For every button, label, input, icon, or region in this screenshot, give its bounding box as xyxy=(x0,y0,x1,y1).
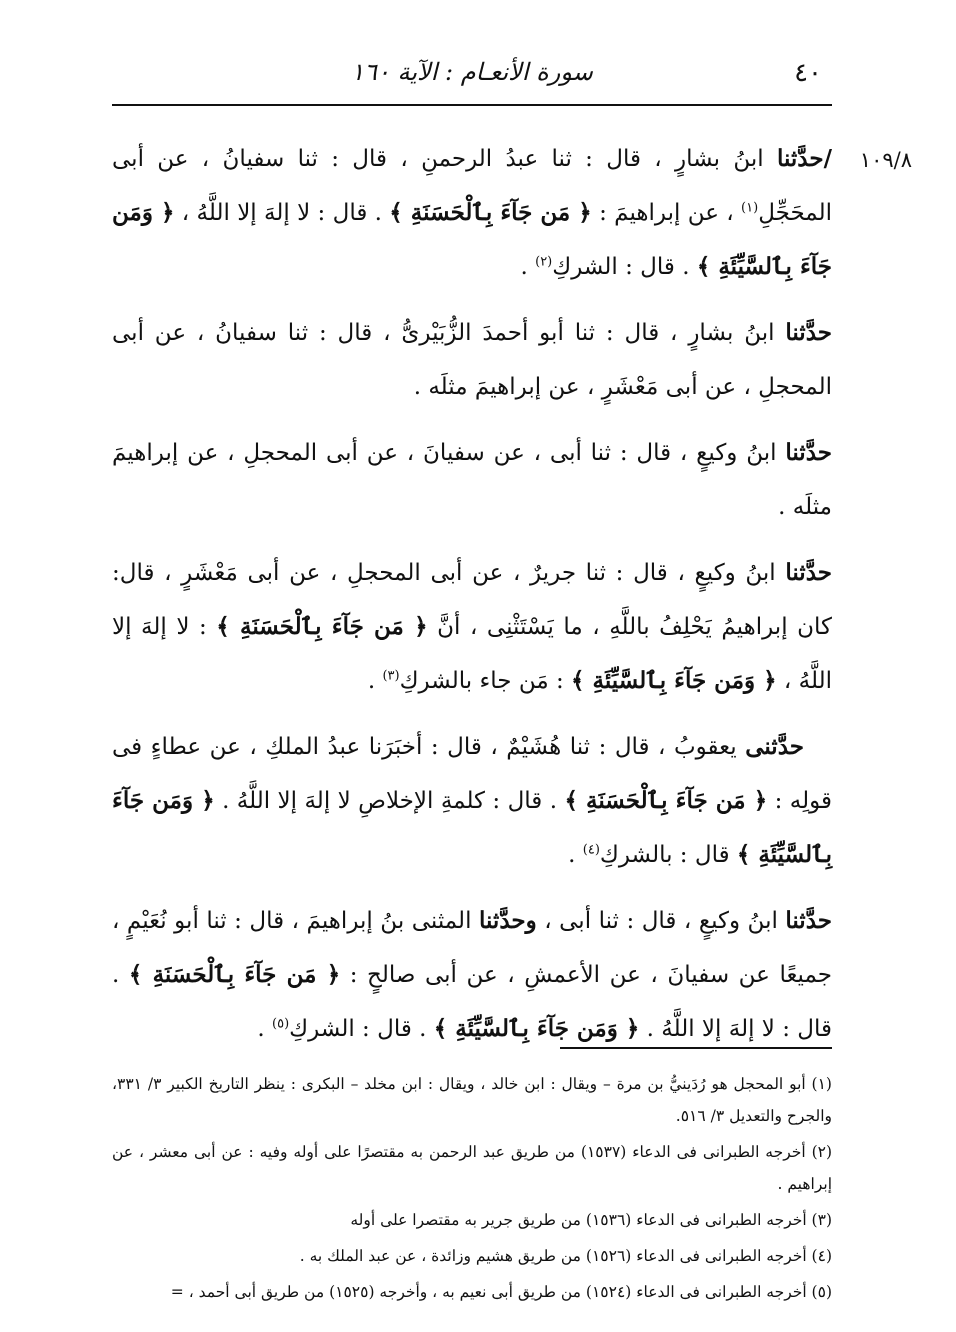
quran-quote: ﴿ مَن جَآءَ بِٱلْحَسَنَةِ ﴾ xyxy=(389,199,592,226)
paragraph-text: ، عن إبراهيمَ : xyxy=(591,200,742,226)
paragraph-text: قال : بالشركِ xyxy=(599,842,737,868)
quran-quote: ﴿ مَن جَآءَ بِٱلْحَسَنَةِ ﴾ xyxy=(128,961,341,988)
paragraph-text: ابنُ بشارٍ ، قال : ثنا عبدُ الرحمنِ ، قال : ثنا سفيانُ ، عن أبى المحَجِّلِ xyxy=(112,146,832,226)
quran-quote: ﴿ مَن جَآءَ بِٱلْحَسَنَةِ ﴾ xyxy=(564,787,768,814)
paragraph-text: . قال : الشركِ xyxy=(289,1016,434,1042)
paragraph-text: المثنى بنُ إبراهيمَ ، قال : ثنا أبو نُعَيْمٍ ، جميعًا عن سفيانَ ، عن الأعمشِ ، عن أبى صالحٍ : xyxy=(112,908,832,988)
quran-quote: ﴿ وَمَن جَآءَ بِٱلسَّيِّئَةِ ﴾ xyxy=(433,1015,640,1042)
page-number: ٤٠ xyxy=(794,58,822,88)
paragraph-text: ابنُ بشارٍ ، قال : ثنا أبو أحمدَ الزُّبَيْرىُّ ، قال : ثنا سفيانُ ، عن أبى المحجلِ ، عن أبى مَعْشَرٍ ، عن إبراهيمَ مثلَه . xyxy=(112,320,832,400)
paragraph-text: . قال : لا إلهَ إلا اللَّهُ ، xyxy=(174,200,390,226)
running-title: سورة الأنعـام : الآية ١٦٠ xyxy=(351,58,593,86)
quran-quote: ﴿ وَمَن جَآءَ بِٱلسَّيِّئَةِ ﴾ xyxy=(112,787,832,868)
paragraph-text: . xyxy=(257,1016,273,1042)
header-rule xyxy=(112,104,832,106)
paragraph-1 xyxy=(112,132,832,294)
paragraph-2 xyxy=(112,306,832,414)
quran-quote: ﴿ مَن جَآءَ بِٱلْحَسَنَةِ ﴾ xyxy=(216,613,428,640)
footnote-2: (٢) أخرجه الطبرانى فى الدعاء (١٥٣٧) من طريق عبد الرحمن به مقتصرًا على أوله وفيه : عن أبى معشر ، عن إبراهيم . xyxy=(112,1143,833,1193)
paragraph-text: . قال : الشركِ xyxy=(552,254,697,280)
paragraph-4 xyxy=(112,546,832,708)
quran-quote: ﴿ وَمَن جَآءَ بِٱلسَّيِّئَةِ ﴾ xyxy=(571,667,777,694)
quran-quote: ﴿ وَمَن جَآءَ بِٱلسَّيِّئَةِ ﴾ xyxy=(112,199,832,280)
paragraph-lead: /حدَّثنا xyxy=(776,145,832,172)
footnote-separator xyxy=(560,1047,832,1049)
paragraph-text: . xyxy=(367,668,383,694)
paragraph-lead: حدَّثنى xyxy=(745,733,804,760)
paragraph-lead: وحدَّثنا xyxy=(478,907,537,934)
paragraph-lead: حدَّثنا xyxy=(785,907,832,934)
footnote-marker: (٤) xyxy=(582,842,600,858)
paragraph-text: : لا إلهَ إلا اللَّهُ ، xyxy=(112,614,832,694)
footnotes xyxy=(112,1068,832,1312)
paragraph-text: ابنُ وكيعٍ ، قال : ثنا أبى ، عن سفيانَ ، عن أبى المحجلِ ، عن إبراهيمَ مثلَه . xyxy=(112,440,832,520)
paragraph-lead: حدَّثنا xyxy=(785,559,832,586)
footnote-4: (٤) أخرجه الطبرانى فى الدعاء (١٥٢٦) من طريق هشيم وزائدة ، عن عبد الملك به . xyxy=(299,1247,832,1265)
main-text xyxy=(112,132,832,1068)
footnote-5: (٥) أخرجه الطبرانى فى الدعاء (١٥٢٤) من طريق أبى نعيم به ، وأخرجه (١٥٢٥) من طريق أبى أحمد ، = xyxy=(170,1283,832,1301)
footnote-marker: (٥) xyxy=(272,1016,290,1032)
footnote-marker: (٣) xyxy=(382,668,400,684)
paragraph-text: ابنُ وكيعٍ ، قال : ثنا أبى ، xyxy=(536,908,786,934)
paragraph-text: : مَن جاء بالشركِ xyxy=(399,668,572,694)
paragraph-6 xyxy=(112,894,832,1056)
paragraph-text: ابنُ وكيعٍ ، قال : ثنا جريرٌ ، عن أبى المحجلِ ، عن أبى مَعْشَرٍ ، قال: كان إبراهيمُ يَحْلِفُ باللَّهِ ، ما يَسْتَثْنِى ، أنَّ xyxy=(112,560,832,640)
footnote-1: (١) أبو المحجل هو رُدَينيُّ بن مرة – ويقال : ابن خالد ، ويقال : ابن مخلد – البكرى : ينظر التاريخ الكبير ٣/ ٣٣١، والجرح والتعديل ٣/ ٥١٦. xyxy=(112,1075,832,1125)
page-header xyxy=(112,52,832,102)
paragraph-3 xyxy=(112,426,832,534)
paragraph-text: . قال : كلمةِ الإخلاصِ لا إلهَ إلا اللَّهُ . xyxy=(214,788,565,814)
paragraph-text: . قال : لا إلهَ إلا اللَّهُ . xyxy=(112,962,832,1042)
footnote-marker: (١) xyxy=(741,200,759,216)
footnote-marker: (٢) xyxy=(535,254,553,270)
paragraph-5 xyxy=(112,720,832,882)
paragraph-text: . xyxy=(520,254,536,280)
margin-reference: ١٠٩/٨ xyxy=(859,148,912,172)
paragraph-lead: حدَّثنا xyxy=(785,439,832,466)
paragraph-text: يعقوبُ ، قال : ثنا هُشَيْمٌ ، قال : أخبَرَنا عبدُ الملكِ ، عن عطاءٍ فى قولِه : xyxy=(112,734,833,814)
paragraph-text: . xyxy=(568,842,583,868)
footnote-3: (٣) أخرجه الطبرانى فى الدعاء (١٥٣٦) من طريق جرير به مقتصرا على أوله xyxy=(350,1211,832,1229)
paragraph-lead: حدَّثنا xyxy=(785,319,832,346)
